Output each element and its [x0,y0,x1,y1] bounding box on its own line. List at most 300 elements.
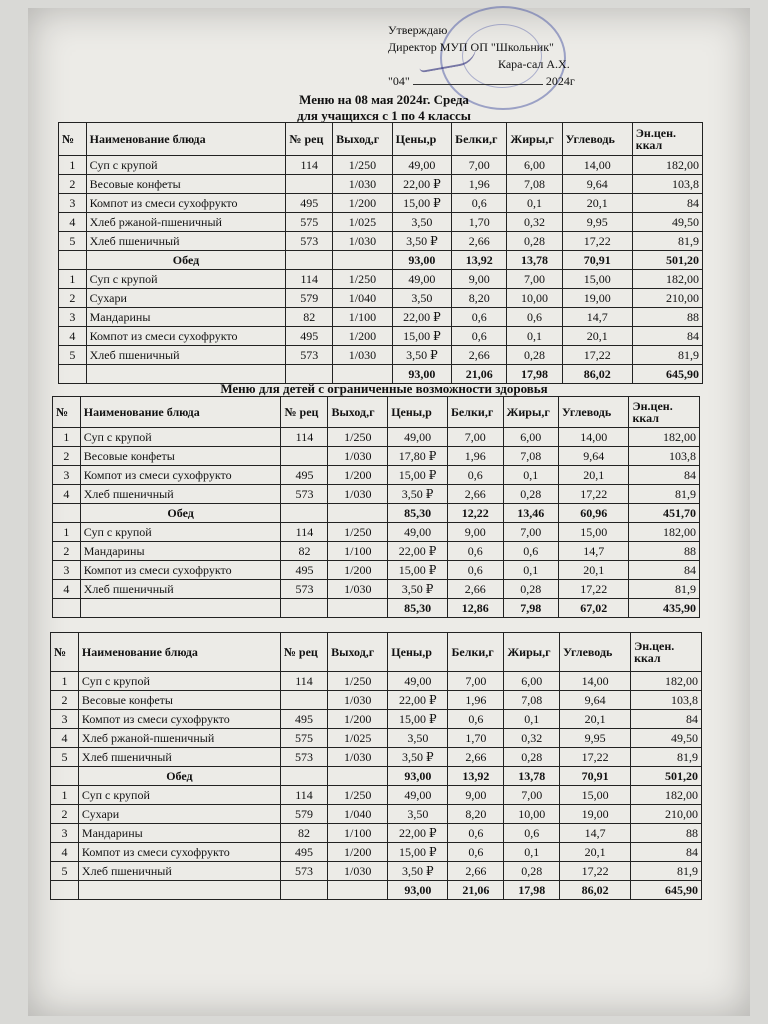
table-cell: 7,08 [504,691,560,710]
table-cell: 84 [631,843,702,862]
table-cell: 2 [51,805,79,824]
column-header: Эн.цен. ккал [632,123,702,156]
table-row [59,289,703,308]
table-cell: 1,96 [448,691,504,710]
table-cell: Компот из смеси сухофрукто [80,561,281,580]
table-row [59,194,703,213]
table-cell: Суп с крупой [80,523,281,542]
table-row [53,580,700,599]
table-cell: 9,64 [562,175,632,194]
column-header: Выход,г [328,633,388,672]
table-cell: 84 [632,327,702,346]
table-cell: Хлеб пшеничный [86,232,286,251]
table-cell: 1/030 [333,346,393,365]
table-row [53,485,700,504]
table-cell: 17,22 [562,232,632,251]
total-spacer [328,599,388,618]
lunch-label: Обед [86,251,286,270]
total-spacer [281,599,328,618]
table-row [51,691,702,710]
table-cell: Компот из смеси сухофрукто [78,843,280,862]
table-cell: Компот из смеси сухофрукто [86,194,286,213]
table-cell: 114 [280,786,327,805]
table-cell: Весовые конфеты [78,691,280,710]
table-cell: Суп с крупой [80,428,281,447]
table-cell: 0,6 [507,308,562,327]
column-header: Белки,г [448,633,504,672]
table-cell: 0,28 [503,485,559,504]
total-cell: 85,30 [388,504,448,523]
total-spacer [51,767,79,786]
table-cell: 114 [281,428,328,447]
menu-title-ovz: Меню для детей с ограниченные возможности здоровья [220,381,548,396]
total-spacer [333,251,393,270]
total-cell: 13,78 [507,251,562,270]
table-cell: 10,00 [504,805,560,824]
table-cell: 1 [53,428,81,447]
table-cell: 82 [280,824,327,843]
table-cell: 3,50 [388,729,448,748]
table-cell: 82 [281,542,328,561]
total-cell: 645,90 [631,881,702,900]
table-cell: 15,00 ₽ [388,561,448,580]
approval-day: 04 [392,74,405,88]
table-cell: 495 [286,194,333,213]
table-cell: 9,00 [448,523,504,542]
table-row [59,156,703,175]
table-cell: 1/200 [328,561,388,580]
table-cell: 20,1 [560,710,631,729]
table-cell: 0,6 [452,327,507,346]
table-cell: 0,6 [452,194,507,213]
column-header: Углеводь [559,397,629,428]
table-cell: 3,50 [392,289,452,308]
table-cell: 114 [286,270,333,289]
table-cell: Хлеб пшеничный [78,862,280,881]
table-cell: 6,00 [503,428,559,447]
table-cell: 17,80 ₽ [388,447,448,466]
total-spacer [53,599,81,618]
total-cell: 21,06 [448,881,504,900]
table-cell: 3,50 ₽ [392,232,452,251]
table-cell: 1/250 [328,672,388,691]
table-total-row [53,504,700,523]
table-row [59,327,703,346]
table-cell: 14,00 [560,672,631,691]
column-header: № [59,123,87,156]
total-spacer [280,881,327,900]
table-cell: 1/030 [328,862,388,881]
total-spacer [80,599,281,618]
total-spacer [328,504,388,523]
column-header: Эн.цен. ккал [629,397,700,428]
table-cell: 22,00 ₽ [388,691,448,710]
table-cell: 0,32 [504,729,560,748]
total-cell: 13,46 [503,504,559,523]
total-cell: 70,91 [562,251,632,270]
table-cell: 1/100 [328,824,388,843]
column-header: Жиры,г [503,397,559,428]
table-cell: 1/100 [328,542,388,561]
total-cell: 93,00 [388,881,448,900]
table-cell: 3 [53,561,81,580]
table-cell: 9,95 [562,213,632,232]
approval-line2: Директор МУП ОП "Школьник" [388,40,554,54]
table-cell: 2,66 [448,485,504,504]
table-cell: 1/030 [328,748,388,767]
total-spacer [53,504,81,523]
table-cell: 17,22 [560,862,631,881]
table-cell: 495 [280,843,327,862]
table-cell: Компот из смеси сухофрукто [86,327,286,346]
table-total-row [51,881,702,900]
column-header: Наименование блюда [86,123,286,156]
table-cell: 9,00 [448,786,504,805]
menu-table-3 [50,632,702,900]
table-cell: 49,00 [392,270,452,289]
table-row [59,213,703,232]
table-cell: Компот из смеси сухофрукто [80,466,281,485]
table-cell: Мандарины [86,308,286,327]
table-header-row [51,633,702,672]
table-cell: 49,50 [632,213,702,232]
table-cell: 15,00 ₽ [392,194,452,213]
table-cell: Суп с крупой [86,270,286,289]
table-cell: 0,6 [503,542,559,561]
lunch-label: Обед [78,767,280,786]
table-cell: 14,00 [562,156,632,175]
table-row [51,862,702,881]
table-cell: 1,70 [452,213,507,232]
table-cell: 579 [280,805,327,824]
total-cell: 12,86 [448,599,504,618]
table-cell: 20,1 [562,327,632,346]
total-cell: 93,00 [392,251,452,270]
table-cell: 103,8 [631,691,702,710]
total-cell: 60,96 [559,504,629,523]
table-cell: 0,28 [507,232,562,251]
table-cell: 88 [632,308,702,327]
table-cell: 81,9 [631,748,702,767]
table-cell: 49,50 [631,729,702,748]
table-cell: 84 [629,466,700,485]
total-spacer [59,251,87,270]
column-header: Жиры,г [504,633,560,672]
table-cell: 0,1 [507,194,562,213]
table-cell: 1/030 [333,232,393,251]
table-cell: Весовые конфеты [86,175,286,194]
table-cell: 0,6 [448,824,504,843]
table-cell: 15,00 ₽ [388,843,448,862]
table-cell: 49,00 [388,672,448,691]
table-cell: 4 [59,213,87,232]
table-row [53,561,700,580]
total-cell: 85,30 [388,599,448,618]
table-cell: 1,70 [448,729,504,748]
table-cell: 1/100 [333,308,393,327]
table-cell: 3,50 ₽ [388,485,448,504]
table-cell: Весовые конфеты [80,447,281,466]
column-header: Белки,г [448,397,504,428]
table-cell: 1/250 [328,523,388,542]
table-cell: 1/250 [328,786,388,805]
table-cell: 88 [631,824,702,843]
table-cell: 573 [281,580,328,599]
table-cell: 81,9 [632,346,702,365]
total-spacer [78,881,280,900]
table-cell: 182,00 [632,270,702,289]
table-cell: 0,6 [448,561,504,580]
total-spacer [280,767,327,786]
table-cell: 84 [632,194,702,213]
table-cell: 84 [631,710,702,729]
table-cell: 1/250 [333,270,393,289]
table-cell: 14,7 [560,824,631,843]
table-cell: 4 [53,580,81,599]
table-cell: 1/040 [333,289,393,308]
table-cell: 8,20 [452,289,507,308]
table-cell: 1/250 [333,156,393,175]
total-cell: 86,02 [562,365,632,384]
table-cell: 1 [59,156,87,175]
table-cell: Суп с крупой [78,672,280,691]
lunch-label: Обед [80,504,281,523]
table-cell: 0,32 [507,213,562,232]
table-cell: Хлеб ржаной-пшеничный [78,729,280,748]
table-cell: Хлеб пшеничный [80,580,281,599]
table-cell: 7,00 [503,523,559,542]
table-row [59,270,703,289]
table-cell: Хлеб пшеничный [78,748,280,767]
table-cell: 5 [59,346,87,365]
table-cell: 1 [51,786,79,805]
table-cell: 182,00 [631,672,702,691]
table-cell: 3 [51,710,79,729]
table-cell: 0,1 [504,843,560,862]
table-cell: 114 [280,672,327,691]
table-cell: 103,8 [629,447,700,466]
table-cell: 84 [629,561,700,580]
table-cell: 2 [53,542,81,561]
table-cell: 5 [51,862,79,881]
total-spacer [281,504,328,523]
column-header: Жиры,г [507,123,562,156]
table-cell: 17,22 [562,346,632,365]
table-cell: 182,00 [629,523,700,542]
table-cell: 1 [53,523,81,542]
table-cell: 579 [286,289,333,308]
approval-line4 [388,73,708,90]
total-cell: 13,78 [504,767,560,786]
table-cell: 0,6 [448,542,504,561]
table-cell: 1/025 [328,729,388,748]
table-cell: 15,00 ₽ [388,710,448,729]
total-cell: 93,00 [388,767,448,786]
table-cell: 14,7 [562,308,632,327]
table-cell: 575 [280,729,327,748]
table-cell: Хлеб пшеничный [86,346,286,365]
table-cell: 3,50 ₽ [388,862,448,881]
table-cell: 210,00 [631,805,702,824]
table-cell: 573 [286,232,333,251]
table-cell: 573 [280,862,327,881]
total-cell: 12,22 [448,504,504,523]
table-cell: 19,00 [560,805,631,824]
table-row [59,175,703,194]
table-cell: Компот из смеси сухофрукто [78,710,280,729]
table-cell: 9,00 [452,270,507,289]
table-total-row [51,767,702,786]
table-cell: Суп с крупой [78,786,280,805]
table-cell: 1/030 [328,447,388,466]
table-cell: 495 [281,561,328,580]
table-row [51,672,702,691]
table-cell: 2 [53,447,81,466]
column-header: Цены,р [388,633,448,672]
table-cell: 0,6 [452,308,507,327]
column-header: № рец [280,633,327,672]
table-cell: 9,95 [560,729,631,748]
total-cell: 13,92 [448,767,504,786]
table-cell: 81,9 [629,580,700,599]
table-cell: 1/040 [328,805,388,824]
table-cell: 1/030 [333,175,393,194]
table-cell: 2,66 [448,580,504,599]
table-row [53,447,700,466]
table-cell: 182,00 [632,156,702,175]
table-cell: Хлеб ржаной-пшеничный [86,213,286,232]
table-cell: 2,66 [448,862,504,881]
table-cell: 49,00 [392,156,452,175]
total-cell: 17,98 [504,881,560,900]
table-cell: 5 [59,232,87,251]
table-cell: 4 [51,843,79,862]
table-cell: 15,00 ₽ [392,327,452,346]
menu-subtitle: для учащихся с 1 по 4 классы [297,108,471,123]
table-cell: 2,66 [452,232,507,251]
table-cell: 17,22 [559,580,629,599]
table-cell: 2 [59,289,87,308]
table-row [53,466,700,485]
table-row [51,824,702,843]
table-cell: 3 [51,824,79,843]
table-cell: 15,00 [560,786,631,805]
table-cell: Сухари [86,289,286,308]
table-cell: 81,9 [629,485,700,504]
table-header-row [53,397,700,428]
total-cell: 13,92 [452,251,507,270]
table-cell: 9,64 [560,691,631,710]
table-cell: 1/200 [328,710,388,729]
table-row [51,748,702,767]
column-header: Углеводь [560,633,631,672]
table-cell: 573 [286,346,333,365]
table-cell: 1/200 [328,843,388,862]
table-cell: 1/200 [333,327,393,346]
table-cell: 1/030 [328,580,388,599]
table-cell: 573 [281,485,328,504]
table-cell: 1,96 [448,447,504,466]
total-cell: 93,00 [392,365,452,384]
column-header: Белки,г [452,123,507,156]
table-cell: 7,00 [507,270,562,289]
table-cell: 20,1 [559,466,629,485]
table-cell: 2,66 [452,346,507,365]
table-cell: 495 [281,466,328,485]
column-header: Цены,р [388,397,448,428]
table-cell: 0,1 [504,710,560,729]
table-cell: 182,00 [629,428,700,447]
table-cell: 182,00 [631,786,702,805]
table-cell: 0,28 [504,748,560,767]
table-cell: 22,00 ₽ [392,308,452,327]
table-row [53,542,700,561]
table-cell: 4 [51,729,79,748]
table-cell: 14,7 [559,542,629,561]
total-cell: 21,06 [452,365,507,384]
table-cell: 4 [53,485,81,504]
table-cell: 15,00 [562,270,632,289]
total-cell: 70,91 [560,767,631,786]
table-row [59,232,703,251]
table-cell: 9,64 [559,447,629,466]
table-cell: 81,9 [631,862,702,881]
table-row [51,786,702,805]
table-cell: 20,1 [560,843,631,862]
table-cell: 3,50 [392,213,452,232]
table-cell: 2 [51,691,79,710]
table-cell: 1 [51,672,79,691]
column-header: № рец [281,397,328,428]
table-cell: 1/200 [333,194,393,213]
table-cell: 0,6 [504,824,560,843]
total-cell: 501,20 [632,251,702,270]
total-spacer [328,767,388,786]
table-cell: 7,00 [448,428,504,447]
table-cell: 49,00 [388,428,448,447]
table-row [51,843,702,862]
total-cell: 86,02 [560,881,631,900]
table-cell: 3 [59,194,87,213]
column-header: Выход,г [333,123,393,156]
column-header: Наименование блюда [78,633,280,672]
table-cell: 22,00 ₽ [388,542,448,561]
table-cell: 0,1 [503,466,559,485]
table-cell: 7,00 [504,786,560,805]
table-cell: 3,50 ₽ [388,748,448,767]
table-cell [280,691,327,710]
table-cell: 2,66 [448,748,504,767]
total-cell: 17,98 [507,365,562,384]
table-row [59,346,703,365]
table-cell: 495 [286,327,333,346]
table-cell: 7,08 [503,447,559,466]
column-header: Углеводь [562,123,632,156]
menu-title: Меню на 08 мая 2024г. Среда [299,92,469,107]
table-cell: 10,00 [507,289,562,308]
total-cell: 645,90 [632,365,702,384]
table-cell: 3,50 ₽ [388,580,448,599]
table-cell: 114 [281,523,328,542]
total-cell: 451,70 [629,504,700,523]
table-cell: Мандарины [78,824,280,843]
table-cell: 0,28 [503,580,559,599]
menu-table-2 [52,396,700,618]
table-cell: 22,00 ₽ [392,175,452,194]
table-cell: 14,00 [559,428,629,447]
table-cell: 3,50 [388,805,448,824]
column-header: № [51,633,79,672]
